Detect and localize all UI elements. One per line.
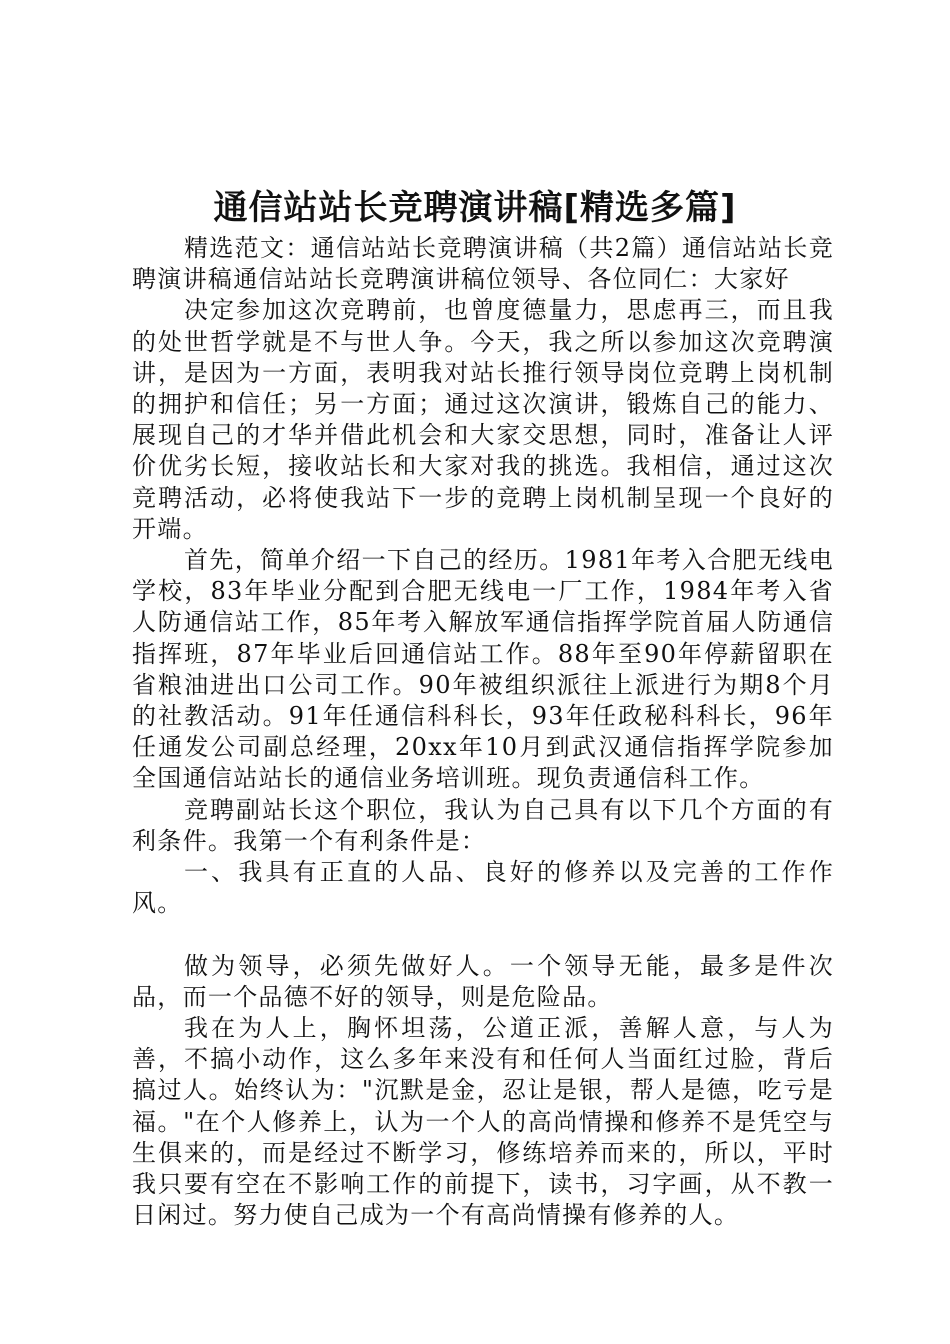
paragraph: 我在为人上，胸怀坦荡，公道正派，善解人意，与人为善，不搞小动作，这么多年来没有和任何人当面红过脸，背后搞过人。始终认为："沉默是金，忍让是银，帮人是德，吃亏是福。"在个人修养上，认为一个人的高尚情操和修养不是凭空与生俱来的，而是经过不断学习，修练培养而来的，所以，平时我只要有空在不影响工作的前提下，读书，习字画，从不教一日闲过。努力使自己成为一个有高尚情操有修养的人。: [132, 1014, 834, 1230]
paragraph: 决定参加这次竞聘前，也曾度德量力，思虑再三，而且我的处世哲学就是不与世人争。今天，我之所以参加这次竞聘演讲，是因为一方面，表明我对站长推行领导岗位竞聘上岗机制的拥护和信任；另一方面；通过这次演讲，锻炼自己的能力、展现自己的才华并借此机会和大家交思想，同时，准备让人评价优劣长短，接收站长和大家对我的挑选。我相信，通过这次竞聘活动，必将使我站下一步的竞聘上岗机制呈现一个良好的开端。: [132, 296, 834, 543]
paragraph: 首先，简单介绍一下自己的经历。1981年考入合肥无线电学校，83年毕业分配到合肥无线电一厂工作，1984年考入省人防通信站工作，85年考入解放军通信指挥学院首届人防通信指挥班，87年毕业后回通信站工作。88年至90年停薪留职在省粮油进出口公司工作。90年被组织派往上派进行为期8个月的社教活动。91年任通信科科长，93年任政秘科科长，96年任通发公司副总经理，20xx年10月到武汉通信指挥学院参加全国通信站站长的通信业务培训班。现负责通信科工作。: [132, 546, 834, 793]
section-heading: 一、我具有正直的人品、良好的修养以及完善的工作作风。: [132, 858, 834, 918]
paragraph: 精选范文：通信站站长竞聘演讲稿（共2篇）通信站站长竞聘演讲稿通信站站长竞聘演讲稿位领导、各位同仁：大家好: [132, 234, 834, 294]
document-body: [132, 233, 834, 1231]
paragraph: 做为领导，必须先做好人。一个领导无能，最多是件次品，而一个品德不好的领导，则是危险品。: [132, 951, 834, 1011]
document-title: 通信站站长竞聘演讲稿[精选多篇]: [213, 188, 737, 228]
paragraph: 竞聘副站长这个职位，我认为自己具有以下几个方面的有利条件。我第一个有利条件是：: [132, 795, 834, 855]
